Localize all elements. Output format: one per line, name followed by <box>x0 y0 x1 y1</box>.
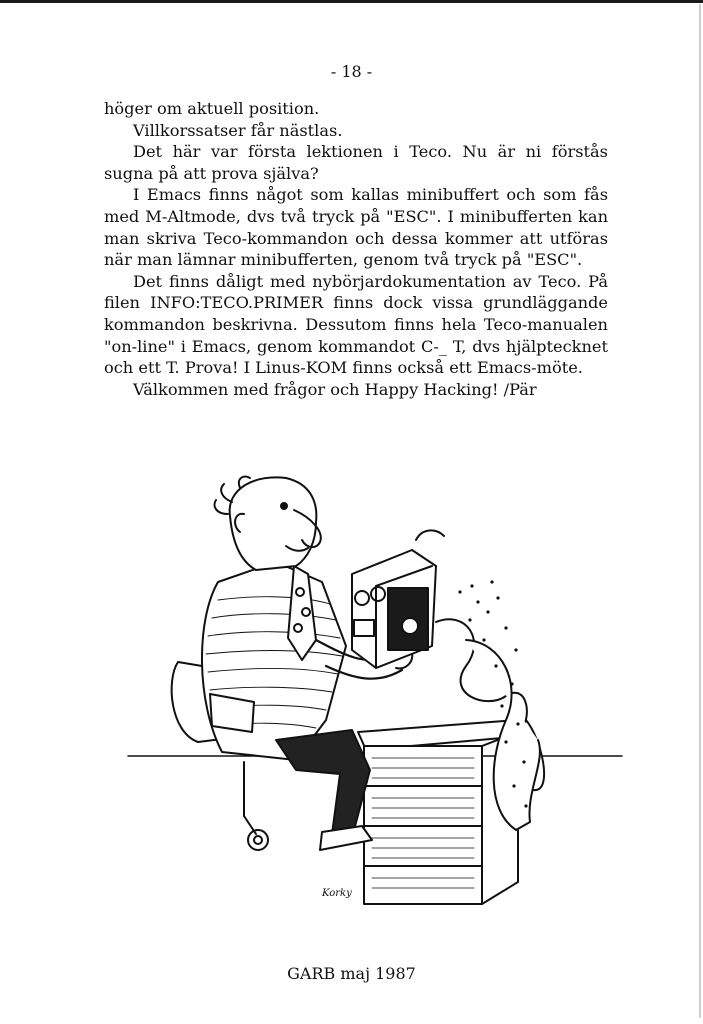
paragraph-6: Välkommen med frågor och Happy Hacking! /Pär <box>133 379 537 399</box>
page-number: - 18 - <box>330 62 373 81</box>
article-body <box>104 98 608 400</box>
paragraph-1: höger om aktuell position. <box>104 99 320 118</box>
page-edge-shadow <box>699 4 701 1018</box>
paragraph-3: Det här var första lektionen i Teco. Nu är ni förstås sugna på att prova själva? <box>104 142 608 183</box>
paragraph-4: I Emacs finns något som kallas minibuffert och som fås med M-Altmode, dvs två tryck på "ESC". I minibufferten kan man skriva Teco-kommandon och dessa kommer att utföras när man lämnar minibufferten, genom två tryck på "ESC". <box>104 185 608 270</box>
illustration-signature: Korky <box>322 888 352 899</box>
hacker-cartoon-illustration <box>126 470 626 910</box>
paragraph-2: Villkorssatser får nästlas. <box>133 120 343 140</box>
top-border-rule <box>0 0 703 3</box>
footer-text: GARB maj 1987 <box>287 964 416 983</box>
paragraph-5: Det finns dåligt med nybörjardokumentation av Teco. På filen INFO:TECO.PRIMER finns dock vissa grundläggande kommandon beskrivna. Dessutom finns hela Teco-manualen "on-line" i Emacs, genom kommandot C-_ T, dvs hjälptecknet och ett T. Prova! I Linus-KOM finns också ett Emacs-möte. <box>104 271 608 378</box>
computer-terminal <box>352 530 444 668</box>
